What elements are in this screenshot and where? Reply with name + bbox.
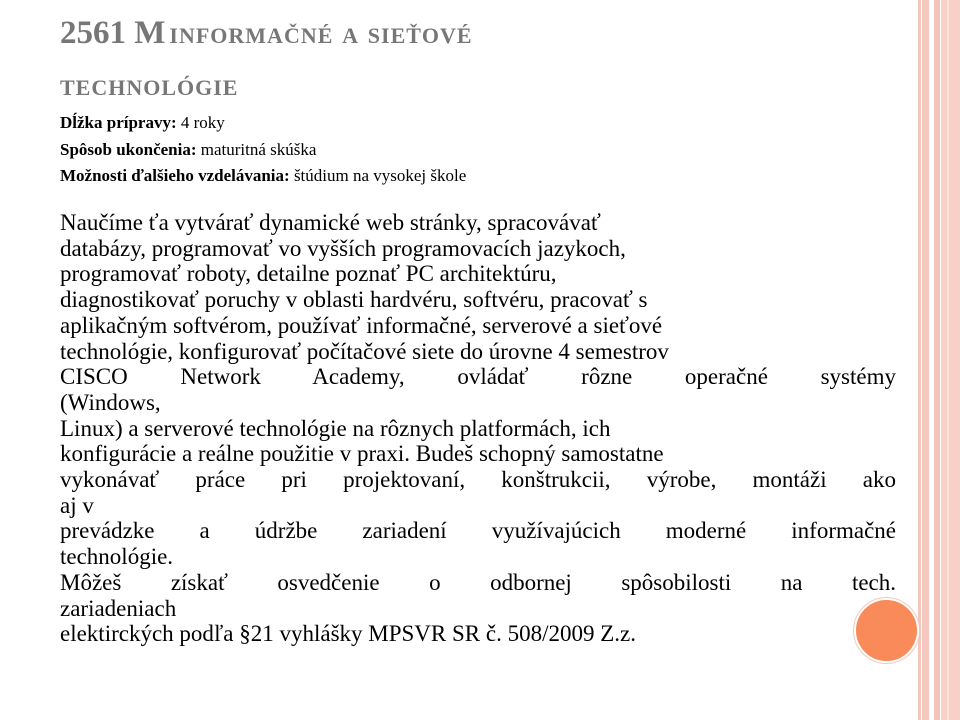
body-line: Linux) a serverové technológie na rôznych platformách, ich: [60, 415, 611, 441]
body-line: konfigurácie a reálne použitie v praxi. Budeš schopný samostatne: [60, 441, 664, 467]
body-line: CISCO Network Academy, ovládať rôzne operačné systémy: [60, 364, 896, 390]
body-line: vykonávať práce pri projektovaní, konštrukcii, výrobe, montáži ako: [60, 467, 896, 493]
slide-title: [60, 10, 860, 114]
decorative-stripe: [918, 0, 921, 720]
program-description: [60, 210, 896, 647]
body-line: elektirckých podľa §21 vyhlášky MPSVR SR č. 508/2009 Z.z.: [60, 621, 636, 647]
meta-label: Dĺžka prípravy:: [60, 113, 177, 132]
decorative-stripe: [922, 0, 929, 720]
body-line: programovať roboty, detailne poznať PC architektúru,: [60, 261, 557, 287]
meta-value: 4 roky: [176, 113, 225, 132]
program-meta: [60, 110, 880, 190]
body-line: databázy, programovať vo vyšších programovacích jazykoch,: [60, 235, 626, 261]
meta-value: maturitná skúška: [196, 139, 317, 159]
body-line: Môžeš získať osvedčenie o odbornej spôsobilosti na tech.: [60, 569, 896, 595]
body-line: aj v: [60, 492, 94, 518]
decorative-stripe: [941, 0, 960, 720]
body-line: technológie, konfigurovať počítačové siete do úrovne 4 semestrov: [60, 338, 669, 364]
body-line: zariadeniach: [60, 595, 177, 621]
meta-label: Možnosti ďalšieho vzdelávania:: [60, 166, 290, 185]
meta-value: štúdium na vysokej škole: [289, 166, 467, 185]
body-line: diagnostikovať poruchy v oblasti hardvéru, softvéru, pracovať s: [60, 287, 648, 313]
title-code: 2561 M: [60, 15, 166, 51]
title-subject-line1: informačné a sieťové: [169, 15, 473, 50]
decorative-stripe: [934, 0, 940, 720]
accent-circle: [854, 598, 919, 663]
meta-duration: [60, 110, 880, 137]
body-line: prevádzke a údržbe zariadení využívajúcich moderné informačné: [60, 518, 896, 544]
title-subject-line2: technológie: [60, 67, 239, 102]
body-line: aplikačným softvérom, používať informačné, serverové a sieťové: [60, 312, 663, 338]
body-line: (Windows,: [60, 389, 161, 415]
meta-further-education: [60, 163, 880, 190]
decorative-stripe: [947, 0, 949, 720]
meta-label: Spôsob ukončenia:: [60, 139, 197, 159]
meta-completion: [60, 137, 880, 164]
body-line: Naučíme ťa vytvárať dynamické web stránky, spracovávať: [60, 210, 601, 235]
body-line: technológie.: [60, 544, 174, 570]
